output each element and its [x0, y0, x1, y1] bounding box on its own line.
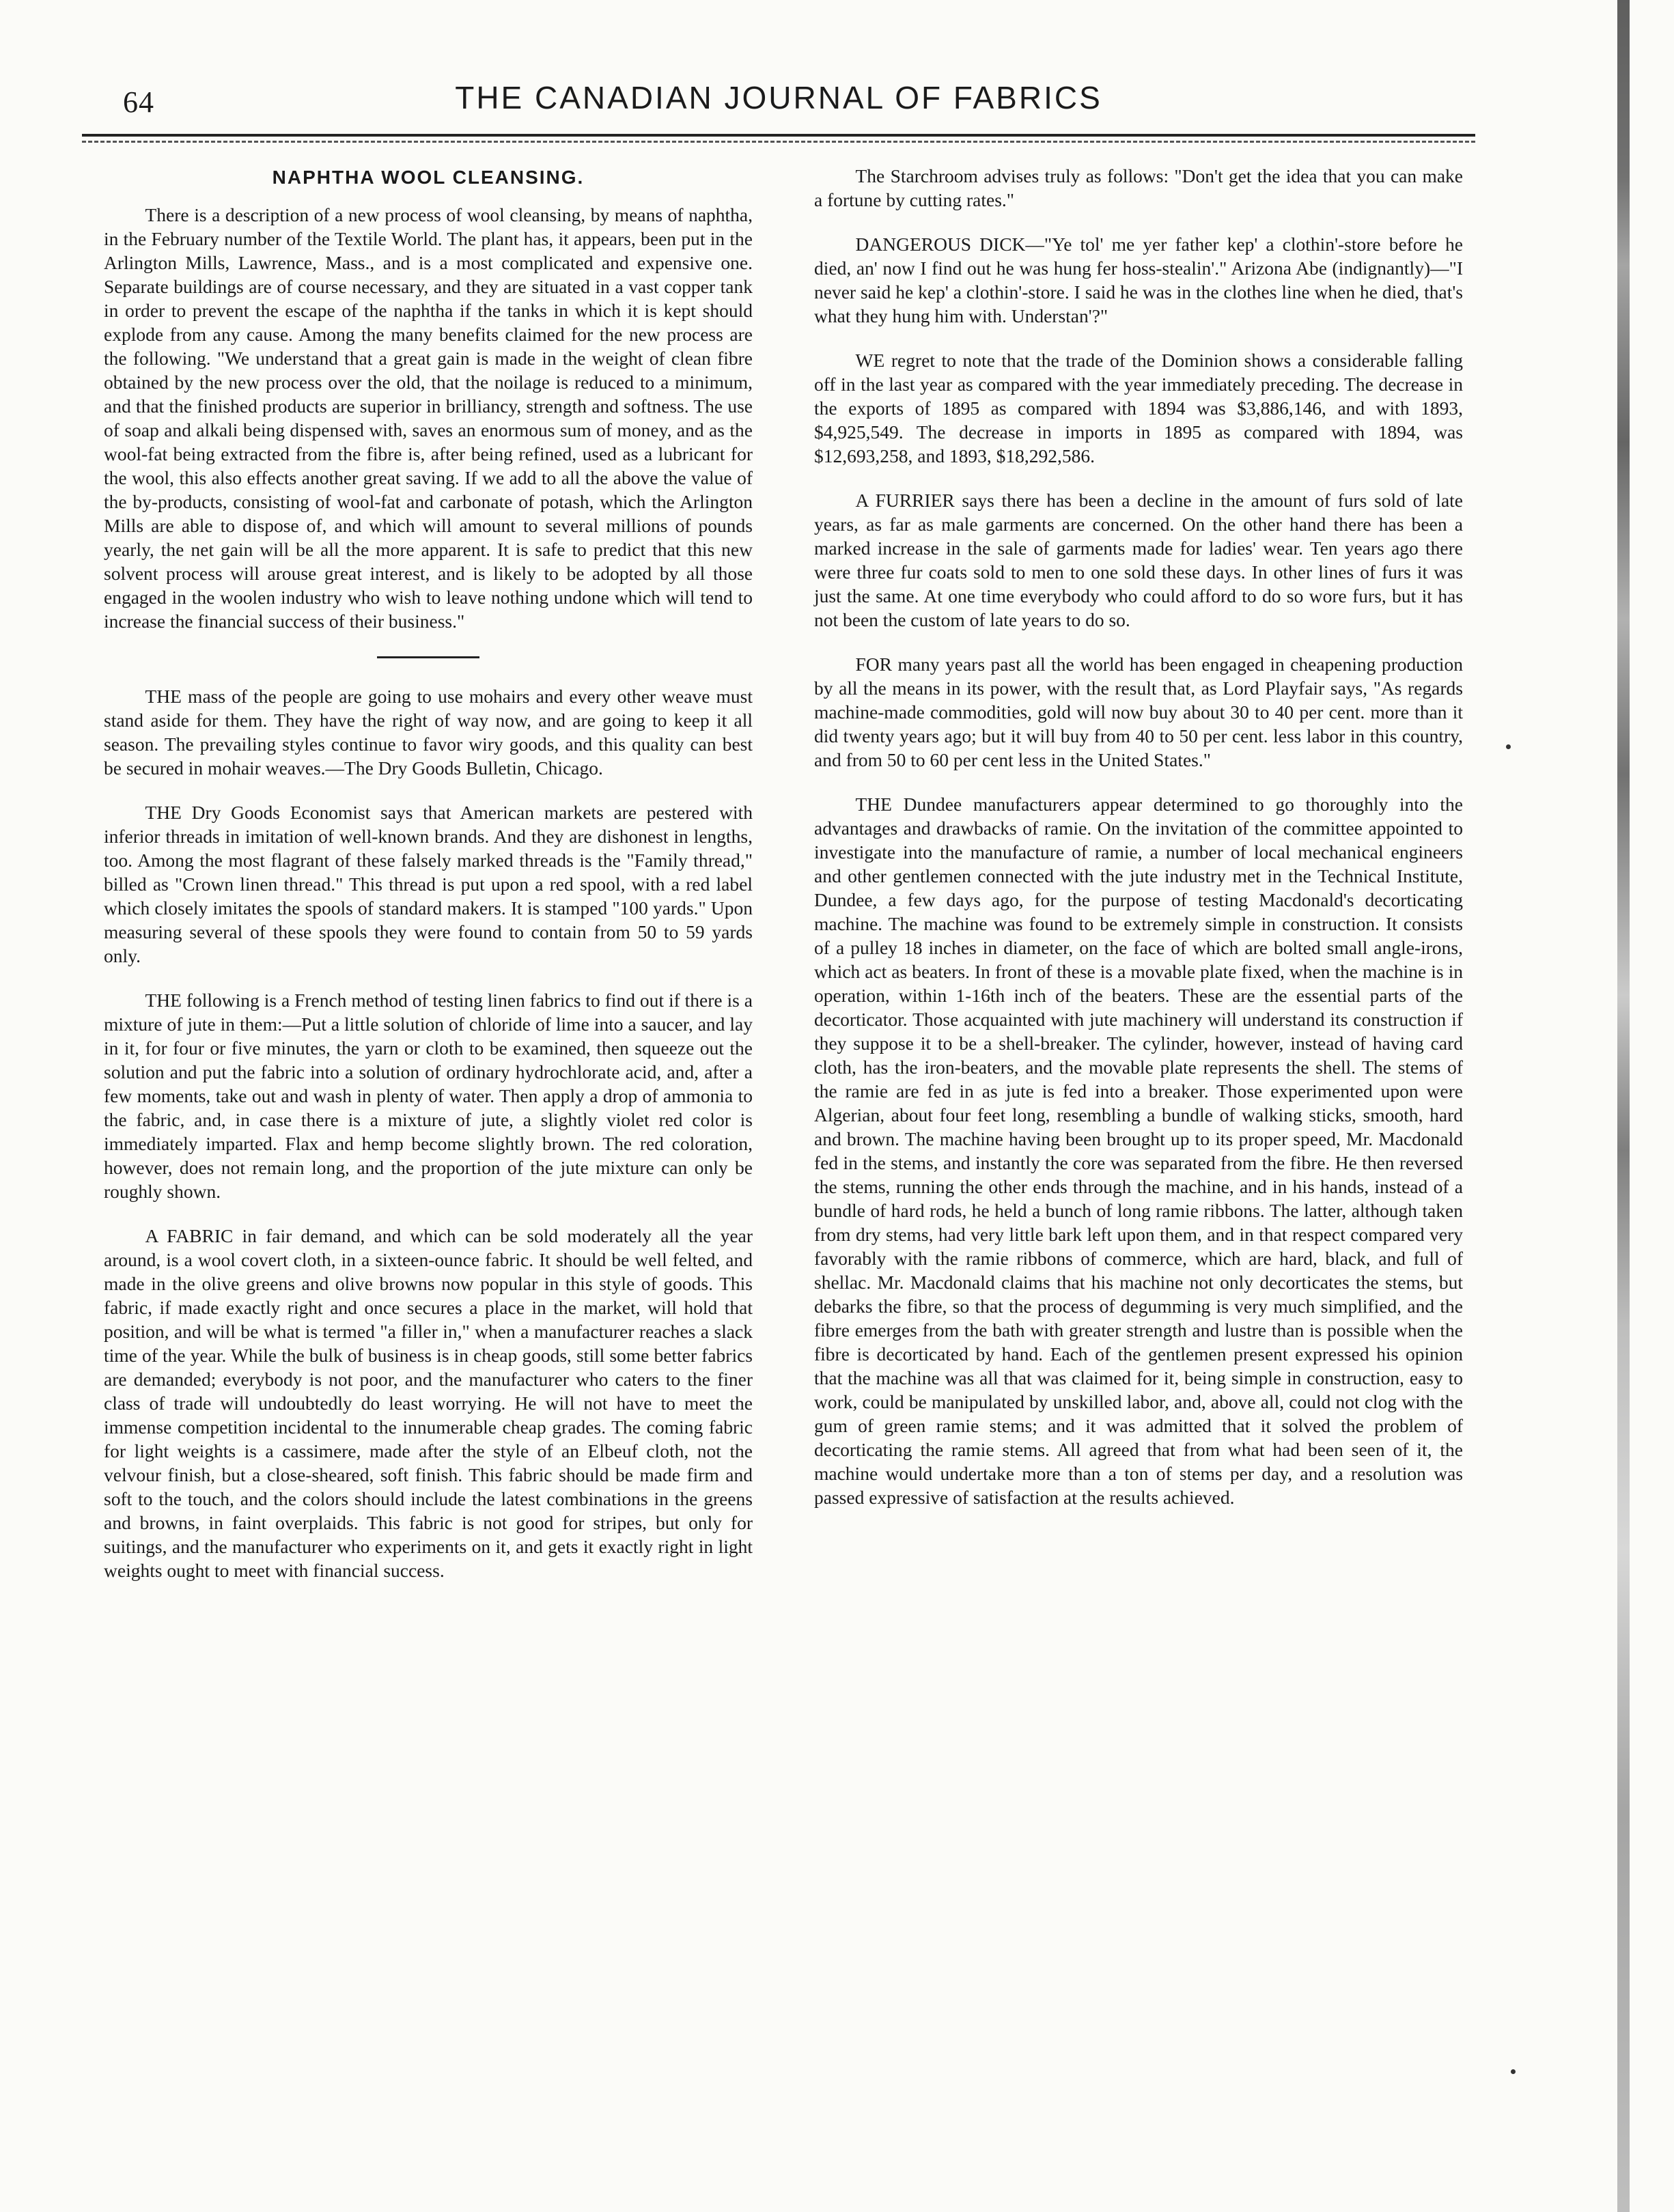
article-paragraph: THE mass of the people are going to use mohairs and every other weave must stand aside for them. They have the right of way now, and are going to keep it all season. The prevailing styles continue to favor wiry goods, and this quality can best be secured in mohair weaves.—The Dry Goods Bulletin, Chicago.: [104, 686, 753, 779]
header-rule-dashed: [82, 141, 1475, 143]
article-paragraph: There is a description of a new process of wool cleansing, by means of naphtha, in the February number of the Textile World. The plant has, it appears, been put in the Arlington Mills, Lawrence, Mass., and is a most complicated and expensive one. Separate buildings are of course necessary, and they are situated in a vast copper tank in order to prevent the escape of the naphtha if the tanks in which it is kept should explode from any cause. Among the many benefits claimed for the new process are the following. "We understand that a great gain is made in the weight of clean fibre obtained by the new process over the old, that the noilage is reduced to a minimum, and that the finished products are superior in brilliancy, strength and softness. The use of soap and alkali being dispensed with, saves an enormous sum of money, and as the wool-fat being extracted from the fibre is, after being refined, used as a lubricant for the wool, this also effects another great saving. If we add to all the above the value of the by-products, consisting of wool-fat and carbonate of potash, which the Arlington Mills are able to dispose of, and which will amount to several millions of pounds yearly, the net gain will be all the more apparent. It is safe to predict that this new solvent process will arouse great interest, and is likely to be adopted by all those engaged in the woolen industry who wish to leave nothing undone which will tend to increase the financial success of their business.": [104, 204, 753, 632]
article-paragraph: DANGEROUS DICK—"Ye tol' me yer father kep' a clothin'-store before he died, an' now I find out he was hung fer hoss-stealin'." Arizona Abe (indignantly)—"I never said he kep' a clothin'-store. I said he was in the clothes line when he died, that's what they hung him with. Understan'?": [814, 234, 1463, 326]
section-divider: [377, 656, 479, 658]
right-column: [814, 164, 1463, 1530]
running-title: THE CANADIAN JOURNAL OF FABRICS: [455, 80, 1102, 115]
scan-speck: [1511, 2069, 1516, 2074]
scan-edge-shadow: [1617, 0, 1630, 2212]
page-header: [82, 76, 1475, 138]
left-column: [104, 164, 753, 1603]
article-paragraph: THE Dry Goods Economist says that American markets are pestered with inferior threads in imitation of well-known brands. And they are dishonest in lengths, too. Among the most flagrant of these falsely marked threads is the "Family thread," billed as "Crown linen thread." This thread is put upon a red spool, with a red label which closely imitates the spools of standard makers. It is stamped "100 yards." Upon measuring several of these spools they were found to contain from 50 to 59 yards only.: [104, 802, 753, 966]
article-paragraph: WE regret to note that the trade of the Dominion shows a considerable falling off in the last year as compared with the year immediately preceding. The decrease in the exports of 1895 as compared with 1894 was $3,886,146, and with 1893, $4,925,549. The decrease in imports in 1895 as compared with 1894, was $12,693,258, and 1893, $18,292,586.: [814, 350, 1463, 466]
article-paragraph: A FABRIC in fair demand, and which can be sold moderately all the year around, is a wool covert cloth, in a sixteen-ounce fabric. It should be well felted, and made in the olive greens and olive browns now popular in this style of goods. This fabric, if made exactly right and once secures a place in the market, will hold that position, and will be what is termed "a filler in," when a manufacturer reaches a slack time of the year. While the bulk of business is in cheap goods, still some better fabrics are demanded; everybody is not poor, and the manufacturer who caters to the finer class of trade will undoubtedly do least worrying. He will not have to meet the immense competition incidental to the innumerable cheap grades. The coming fabric for light weights is a cassimere, made after the style of an Elbeuf cloth, not the velvour finish, but a close-sheared, soft finish. This fabric should be made firm and soft to the touch, and the colors should include the latest combinations in the greens and browns, in faint overplaids. This fabric is not good for stripes, but only for suitings, and the manufacturer who experiments on it, and gets it exactly right in light weights ought to meet with financial success.: [104, 1225, 753, 1581]
article-paragraph: THE following is a French method of testing linen fabrics to find out if there is a mixture of jute in them:—Put a little solution of chloride of lime into a saucer, and lay in it, for four or five minutes, the yarn or cloth to be examined, then squeeze out the solution and put the fabric into a solution of ordinary hydrochlorate acid, and, after a few moments, take out and wash in plenty of water. Then apply a drop of ammonia to the fabric, and, in case there is a mixture of jute, a slightly violet red color is immediately imparted. Flax and hemp become slightly brown. The red coloration, however, does not remain long, and the proportion of the jute mixture can only be roughly shown.: [104, 990, 753, 1202]
header-rule: [82, 134, 1475, 137]
article-title: NAPHTHA WOOL CLEANSING.: [272, 167, 585, 188]
page-number: 64: [123, 85, 154, 119]
article-paragraph: THE Dundee manufacturers appear determined to go thoroughly into the advantages and drawbacks of ramie. On the invitation of the committee appointed to investigate into the manufacture of ramie, a number of local mechanical engineers and other gentlemen connected with the jute industry met in the Technical Institute, Dundee, a few days ago, for the purpose of testing Macdonald's decorticating machine. The machine was found to be extremely simple in construction. It consists of a pulley 18 inches in diameter, on the face of which are bolted small angle-irons, which act as beaters. In front of these is a movable plate fixed, when the machine is in operation, within 1-16th inch of the beaters. These are the essential parts of the decorticator. Those acquainted with jute machinery will understand its construction if they suppose it to be a shell-breaker. The cylinder, however, instead of having card cloth, has the iron-beaters, and the movable plate represents the shell. The stems of the ramie are fed in as jute is fed into a breaker. Those experimented upon were Algerian, about four feet long, resembling a bundle of walking sticks, smooth, hard and brown. The machine having been brought up to its proper speed, Mr. Macdonald fed in the stems, and instantly the core was separated from the fibre. He then reversed the stems, running the other ends through the machine, and in his hands, instead of a bundle of hard rods, he held a bunch of long ramie ribbons. The latter, although taken from dry stems, had very little bark left upon them, and in that respect compared very favorably with the ramie ribbons of commerce, which are hard, black, and full of shellac. Mr. Macdonald claims that his machine not only decorticates the stems, but debarks the fibre, so that the process of degumming is very much simplified, and the fibre emerges from the bath with greater strength and lustre than is possible when the fibre is decorticated by hand. Each of the gentlemen present expressed his opinion that the machine was all that was claimed for it, being simple in construction, easy to work, could be manipulated by unskilled labor, and, above all, could not clog with the gum of green ramie stems; and it was admitted that it solved the problem of decorticating the ramie stems. All agreed that from what had been seen of it, the machine would undertake more than a ton of stems per day, and a resolution was passed expressive of satisfaction at the results achieved.: [814, 794, 1463, 1508]
article-paragraph: FOR many years past all the world has been engaged in cheapening production by all the means in its power, with the result that, as Lord Playfair says, "As regards machine-made commodities, gold will now buy about 30 to 40 per cent. more than it did twenty years ago; but it will buy from 40 to 50 per cent. less labor in this country, and from 50 to 60 per cent less in the United States.": [814, 654, 1463, 770]
article-paragraph: A FURRIER says there has been a decline in the amount of furs sold of late years, as far as male garments are concerned. On the other hand there has been a marked increase in the sale of garments made for ladies' wear. Ten years ago there were three fur coats sold to men to one sold these days. In other lines of furs it was just the same. At one time everybody who could afford to do so wore furs, but it has not been the custom of late years to do so.: [814, 490, 1463, 630]
article-paragraph: The Starchroom advises truly as follows: "Don't get the idea that you can make a fortune by cutting rates.": [814, 165, 1463, 210]
scan-speck: [1506, 744, 1511, 749]
